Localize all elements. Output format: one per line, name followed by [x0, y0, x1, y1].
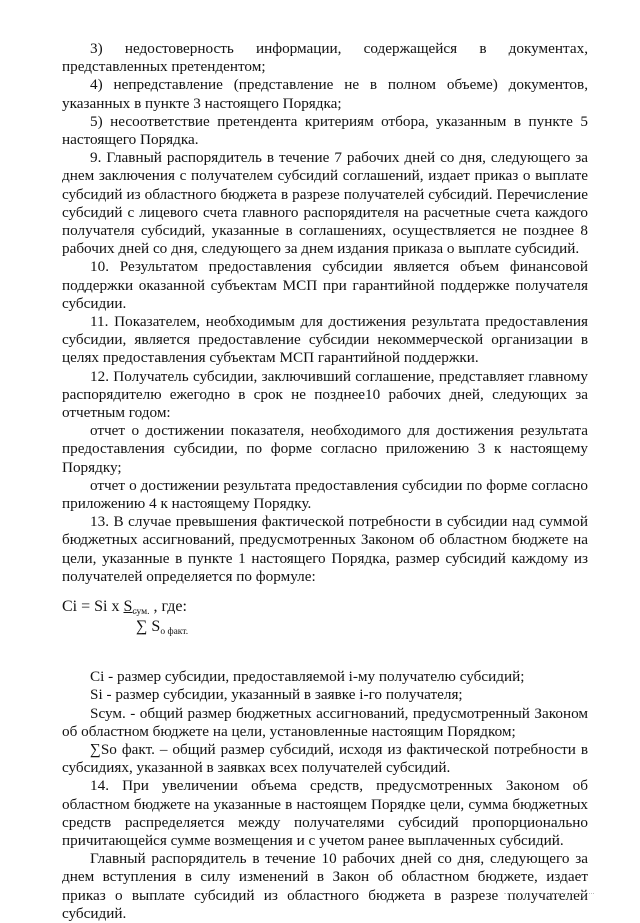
definition-ssum: Sсум. - общий размер бюджетных ассигнований, предусмотренный Законом об областном бюджете на цели, установленные настоящим Порядком; — [62, 704, 588, 740]
paragraph-12-report-result: отчет о достижении результата предоставления субсидии по форме согласно приложению 4 к настоящему Порядку. — [62, 476, 588, 513]
paragraph-item-4: 4) непредставление (представление не в полном объеме) документов, указанных в пункте 3 настоящего Порядка; — [62, 76, 588, 112]
paragraph-9: 9. Главный распорядитель в течение 7 рабочих дней со дня, следующего за днем заключения с получателем субсидий соглашений, издает приказ о выплате субсидий из областного бюджета в разрезе получателей субсидий. Перечисление субсидий с лицевого счета главного распорядителя на расчетные счета каждого получателя субсидий, указанные в соглашениях, осуществляется не позднее 8 рабочих дней со дня, следующего за днем издания приказа о выплате субсидий. — [62, 149, 588, 258]
formula-ssum: $S_{сум.}$ — [123, 598, 150, 618]
formula-denominator-line — [136, 618, 188, 637]
paragraph-10: 10. Результатом предоставления субсидии является объем финансовой поддержки оказанной субъектам МСП при гарантийной поддержке получателя субсидии. — [62, 258, 588, 312]
paragraph-item-5: 5) несоответствие претендента критериям отбора, указанным в пункте 5 настоящего Порядка. — [62, 112, 588, 149]
definition-sfact: ∑So факт. – общий размер субсидий, исходя из фактической потребности в субсидиях, указанной в заявках всех получателей субсидий. — [62, 740, 588, 777]
paragraph-13: 13. В случае превышения фактической потребности в субсидии над суммой бюджетных ассигнований, предусмотренных Законом об областном бюджете на цели, указанные в пункте 1 настоящего Порядка, размер субсидий каждому из получателей определяется по формуле: — [62, 513, 588, 585]
formula-o-fact: о факт. — [160, 627, 189, 638]
subsidy-formula — [62, 598, 588, 648]
paragraph-14-order: Главный распорядитель в течение 10 рабочих дней со дня, следующего за днем вступления в силу изменений в Закон об областном бюджете, издает приказ о выплате субсидий из областного бюджета в разрезе получателей субсидий. — [62, 850, 588, 922]
definition-si: Si - размер субсидии, указанный в заявке i-го получателя; — [90, 686, 463, 704]
paragraph-14: 14. При увеличении объема средств, предусмотренных Законом об областном бюджете на указанные в настоящем Порядке цели, сумма бюджетных средств распределяется между получателями субсидий пропорционально причитающейся сумме возмещения и с учетом ранее выплаченных субсидий. — [62, 777, 588, 849]
formula-ci: Ci — [62, 598, 78, 616]
definition-ci: Ci - размер субсидии, предоставляемой i-му получателю субсидий; — [90, 668, 525, 686]
paragraph-item-3: 3) недостоверность информации, содержащейся в документах, представленных претендентом; — [62, 40, 588, 76]
paragraph-12-report-indicator: отчет о достижении показателя, необходимого для достижения результата предоставления субсидии, по форме согласно приложению 3 к настоящему Порядку; — [62, 422, 588, 476]
paragraph-11: 11. Показателем, необходимым для достижения результата предоставления субсидии, является предоставление субсидии некоммерческой организации в целях предоставления субъектам МСП гарантийной поддержки. — [62, 313, 588, 367]
formula-sigma-s: ∑ S — [136, 618, 161, 636]
scan-edge-mark — [504, 893, 594, 894]
formula-eq-si: = Si x — [81, 598, 124, 616]
formula-numerator-line — [62, 598, 187, 617]
paragraph-12: 12. Получатель субсидии, заключивший соглашение, представляет главному распорядителю ежегодно в срок не позднее10 рабочих дней, следующих за отчетным годом: — [62, 367, 588, 422]
formula-where: , где: — [149, 598, 187, 616]
